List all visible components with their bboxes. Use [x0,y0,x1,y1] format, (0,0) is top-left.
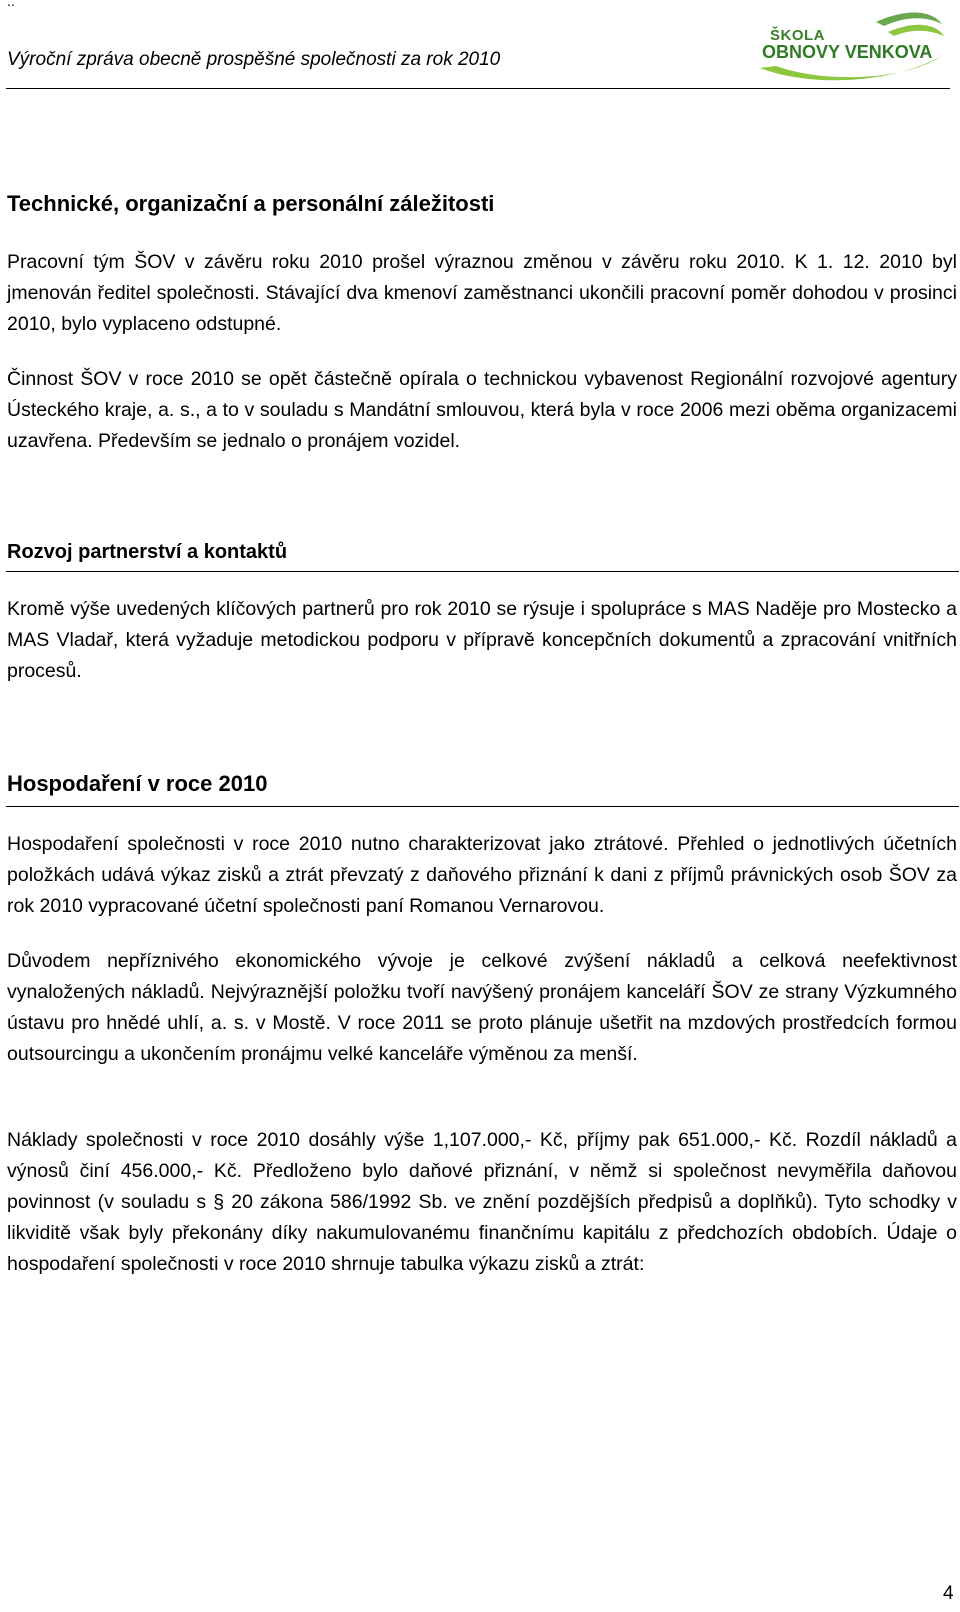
paragraph-text: Pracovní tým ŠOV v závěru roku 2010 prošel výraznou změnou v závěru roku 2010. K 1. 12. 2010 byl jmenován ředitel společnosti. Stávající dva kmenoví zaměstnanci ukončili pracovní poměr dohodou v prosinci 2010, bylo vyplaceno odstupné. [7,251,957,335]
header-divider [6,88,950,89]
section-economy-paragraph-2 [7,946,957,1070]
logo-text-line2: OBNOVY VENKOVA [762,42,933,62]
section-heading-partnership: Rozvoj partnerství a kontaktů [7,541,288,563]
running-header-title: Výroční zpráva obecně prospěšné společnosti za rok 2010 [7,49,501,70]
skola-obnovy-venkova-logo [756,2,946,86]
section-heading-economy: Hospodaření v roce 2010 [7,771,268,796]
corner-mark: .. [7,0,15,9]
section-economy-paragraph-1 [7,829,957,922]
section-heading-rule [6,806,959,807]
section-economy-paragraph-3 [7,1125,957,1280]
paragraph-text: Důvodem nepříznivého ekonomického vývoje je celkové zvýšení nákladů a celková neefektivnost vynaložených nákladů. Nejvýraznější položku tvoří navýšený pronájem kanceláří ŠOV ze strany Výzkumného ústavu pro hnědé uhlí, a. s. v Mostě. V roce 2011 se proto plánuje ušetřit na mzdových prostředcích formou outsourcingu a ukončením pronájmu velké kanceláře výměnou za menší. [7,950,957,1065]
section-technical-paragraph-1 [7,247,957,340]
page-number: 4 [943,1583,954,1604]
paragraph-text: Hospodaření společnosti v roce 2010 nutno charakterizovat jako ztrátové. Přehled o jednotlivých účetních položkách udává výkaz zisků a ztrát převzatý z daňového přiznání k dani z příjmů právnických osob ŠOV za rok 2010 vypracované účetní společnosti paní Romanou Vernarovou. [7,833,957,917]
paragraph-text: Náklady společnosti v roce 2010 dosáhly výše 1,107.000,- Kč, příjmy pak 651.000,- Kč. Rozdíl nákladů a výnosů činí 456.000,- Kč. Předloženo bylo daňové přiznání, v němž si společnost nevyměřila daňovou povinnost (v souladu s § 20 zákona 586/1992 Sb. ve znění pozdějších předpisů a doplňků). Tyto schodky v likviditě však byly překonány díky nakumulovanému finančnímu kapitálu z předchozích obdobích. Údaje o hospodaření společnosti v roce 2010 shrnuje tabulka výkazu zisků a ztrát: [7,1129,957,1275]
section-heading-rule [6,571,959,572]
paragraph-text: Kromě výše uvedených klíčových partnerů pro rok 2010 se rýsuje i spolupráce s MAS Naděje pro Mostecko a MAS Vladař, která vyžaduje metodickou podporu v přípravě koncepčních dokumentů a zpracování vnitřních procesů. [7,598,957,682]
section-heading-technical: Technické, organizační a personální záležitosti [7,191,495,216]
logo-text-line1: ŠKOLA [770,27,825,44]
paragraph-text: Činnost ŠOV v roce 2010 se opět částečně opírala o technickou vybavenost Regionální rozvojové agentury Ústeckého kraje, a. s., a to v souladu s Mandátní smlouvou, která byla v roce 2006 mezi oběma organizacemi uzavřena. Především se jednalo o pronájem vozidel. [7,368,957,452]
section-technical-paragraph-2 [7,364,957,457]
section-partnership-paragraph-1 [7,594,957,687]
